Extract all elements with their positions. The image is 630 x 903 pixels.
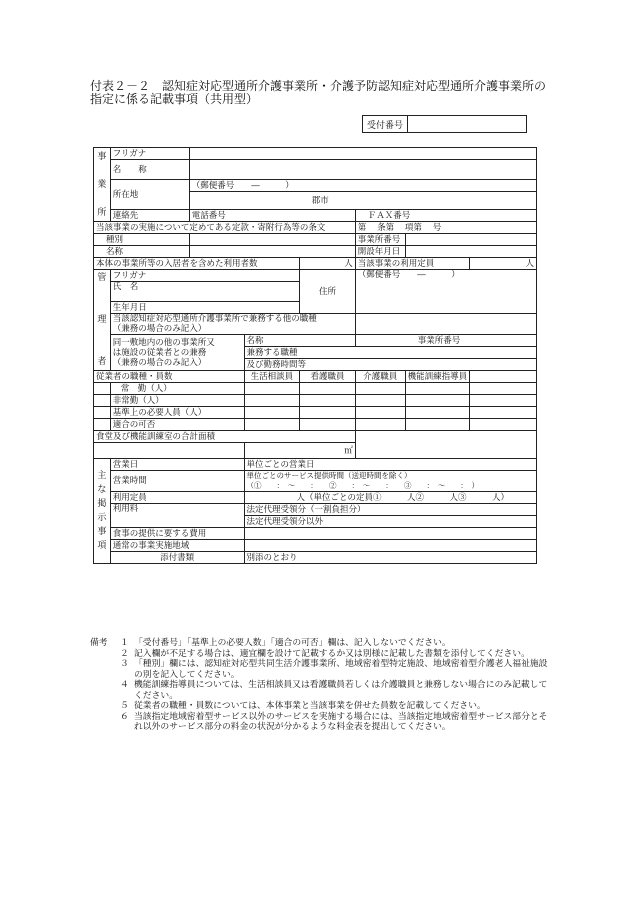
receipt-number-field[interactable] (408, 116, 527, 133)
staff-cell[interactable] (405, 383, 470, 395)
business-fax-field[interactable]: ＦＡＸ番号 (355, 210, 536, 222)
staff-col-caregiver: 介護職員 (355, 371, 405, 383)
staff-row-compliance: 適合の可否 (110, 419, 244, 431)
users-label: 本体の事業所等の入居者を含めた利用者数 (94, 258, 300, 270)
service-area-field[interactable] (244, 540, 536, 552)
staff-row-parttime: 非常勤（人） (110, 395, 244, 407)
manager-side-label: 管 理 者 (94, 270, 111, 371)
capacity-label-2: 利用定員 (110, 492, 244, 504)
staff-col-counselor: 生活相談員 (244, 371, 300, 383)
notes-head: 備考 (90, 638, 108, 648)
attachments-field[interactable]: 別添のとおり (244, 552, 536, 564)
other-site-name-field[interactable]: 名称 (244, 335, 355, 347)
article-label: 当該事業の実施について定めてある定款・寄附行為等の条文 (94, 222, 356, 234)
service-area-label: 通常の事業実施地域 (110, 540, 244, 552)
attachments-label: 添付書類 (110, 552, 244, 564)
capacity-label: 当該事業の利用定員 (355, 258, 469, 270)
capacity-detail-field[interactable]: 人（単位ごとの定員① 人② 人③ 人） (244, 492, 536, 504)
business-side-label: 事 業 所 (94, 148, 111, 222)
unit-days-field[interactable]: 単位ごとの営業日 (244, 459, 536, 471)
area-label: 食堂及び機能訓練室の合計面積 (94, 431, 356, 443)
meal-cost-field[interactable] (244, 528, 536, 540)
business-prefecture-city[interactable]: 郡市 (189, 192, 536, 210)
manager-concurrent-label: 当該認知症対応型通所介護事業所で兼務する他の職種 （兼務の場合のみ記入） (110, 314, 355, 335)
staff-cell[interactable] (405, 407, 470, 419)
fee-other-field[interactable]: 法定代理受領分以外 (244, 516, 536, 528)
staff-cell[interactable] (355, 383, 405, 395)
staff-cell[interactable] (244, 419, 300, 431)
staff-cell[interactable] (355, 407, 405, 419)
business-address-label: 所在地 (110, 180, 189, 210)
staff-col-nurse: 看護職員 (300, 371, 355, 383)
manager-birthdate-field[interactable]: 生年月日 (110, 302, 300, 314)
main-items-side-label: 主 な 掲 示 事 項 (94, 459, 111, 564)
staff-cell[interactable] (244, 383, 300, 395)
notes-section (90, 638, 550, 733)
note-item: ６ 当該指定地域密着型サービス以外のサービスを実施する場合には、当該指定地域密着型サービス部分とそれ以外のサービス部分の料金の状況が分かるような料金表を提出してください。 (120, 711, 548, 732)
type-label: 種別 (94, 234, 190, 246)
receipt-label: 受付番号 (363, 116, 408, 133)
staff-cell[interactable] (300, 419, 355, 431)
staff-cell[interactable] (300, 383, 355, 395)
staff-cell[interactable] (355, 395, 405, 407)
business-furigana-label: フリガナ (110, 148, 189, 160)
business-name-field[interactable] (189, 160, 536, 180)
unit-hours-field[interactable]: 単位ごとのサービス提供時間（送迎時間を除く） （① ： ～ ： ② ： ～ ： ③ ： ～ ： ） (244, 471, 536, 492)
staff-cell[interactable] (300, 407, 355, 419)
application-form-table (93, 147, 537, 564)
name-label: 名称 (94, 246, 190, 258)
office-number-field[interactable] (405, 234, 536, 246)
meal-cost-label: 食事の提供に要する費用 (110, 528, 244, 540)
other-site-hours-field[interactable]: 及び勤務時間等 (244, 359, 536, 371)
staff-row-fulltime: 常 勤（人） (110, 383, 244, 395)
staff-row-required: 基準上の必要人員（人） (110, 407, 244, 419)
staff-cell[interactable] (244, 407, 300, 419)
article-field[interactable]: 第 条第 項第 号 (355, 222, 536, 234)
type-field[interactable] (189, 234, 355, 246)
staff-cell[interactable] (355, 419, 405, 431)
users-field[interactable]: 人 (300, 258, 355, 270)
business-postal[interactable]: （郵便番号 ― ） (189, 180, 536, 192)
capacity-field[interactable]: 人 (470, 258, 537, 270)
manager-furigana[interactable]: フリガナ (110, 270, 300, 282)
staff-cell[interactable] (405, 419, 470, 431)
business-contact-label: 連絡先 (110, 210, 189, 222)
manager-address-field[interactable]: （郵便番号 ― ） (355, 270, 536, 314)
manager-name-field[interactable]: 氏 名 (110, 282, 300, 302)
opened-date-label: 開設年月日 (355, 246, 405, 258)
area-field[interactable]: ㎡ (244, 443, 355, 459)
other-site-job-field[interactable]: 兼務する職種 (244, 347, 536, 359)
staff-header: 従業者の職種・員数 (94, 371, 245, 383)
receipt-number-box (362, 115, 527, 133)
hours-label: 営業時間 (110, 471, 244, 492)
staff-col-blank (470, 371, 537, 383)
office-number-label: 事業所番号 (355, 234, 405, 246)
form-title: 付表２－２ 認知症対応型通所介護事業所・介護予防認知症対応型通所介護事業所の指定に係る記載事項（共用型） (90, 79, 547, 106)
note-item: ４ 機能訓練指導員については、生活相談員又は看護職員若しくは介護職員と兼務しない場合にのみ記載してください。 (120, 680, 548, 701)
business-phone-field[interactable]: 電話番号 (189, 210, 355, 222)
note-item: ２ 記入欄が不足する場合は、適宜欄を設けて記載するか又は別様に記載した書類を添付してください。 (120, 648, 530, 659)
manager-address-label: 住所 (300, 270, 355, 314)
staff-cell[interactable] (405, 395, 470, 407)
note-item: ３ 「種別」欄には、認知症対応型共同生活介護事業所、地域密着型特定施設、地域密着型介護老人福祉施設の別を記入してください。 (120, 659, 548, 680)
staff-cell[interactable] (300, 395, 355, 407)
note-item: ５ 従業者の職種・員数については、本体事業と当該事業を併せた員数を記載してください。 (120, 701, 486, 711)
staff-col-trainer: 機能訓練指導員 (405, 371, 470, 383)
fee-legal-field[interactable]: 法定代理受領分（一割負担分） (244, 504, 536, 516)
manager-other-site-label: 同一敷地内の他の事業所又 は施設の従業者との兼務 （兼務の場合のみ記入） (110, 335, 244, 371)
manager-concurrent-field[interactable] (355, 314, 536, 335)
opened-date-field[interactable] (405, 246, 536, 258)
business-name-label: 名 称 (110, 160, 189, 180)
note-item: 備考 １ 「受付番号」「基準上の必要人数」「適合の可否」欄は、記入しないでください。 (90, 638, 451, 648)
other-site-office-number[interactable]: 事業所番号 (355, 335, 536, 347)
name-field[interactable] (189, 246, 355, 258)
fee-label: 利用料 (110, 504, 244, 528)
business-days-label: 営業日 (110, 459, 244, 471)
business-furigana-field[interactable] (189, 148, 536, 160)
staff-cell[interactable] (244, 395, 300, 407)
